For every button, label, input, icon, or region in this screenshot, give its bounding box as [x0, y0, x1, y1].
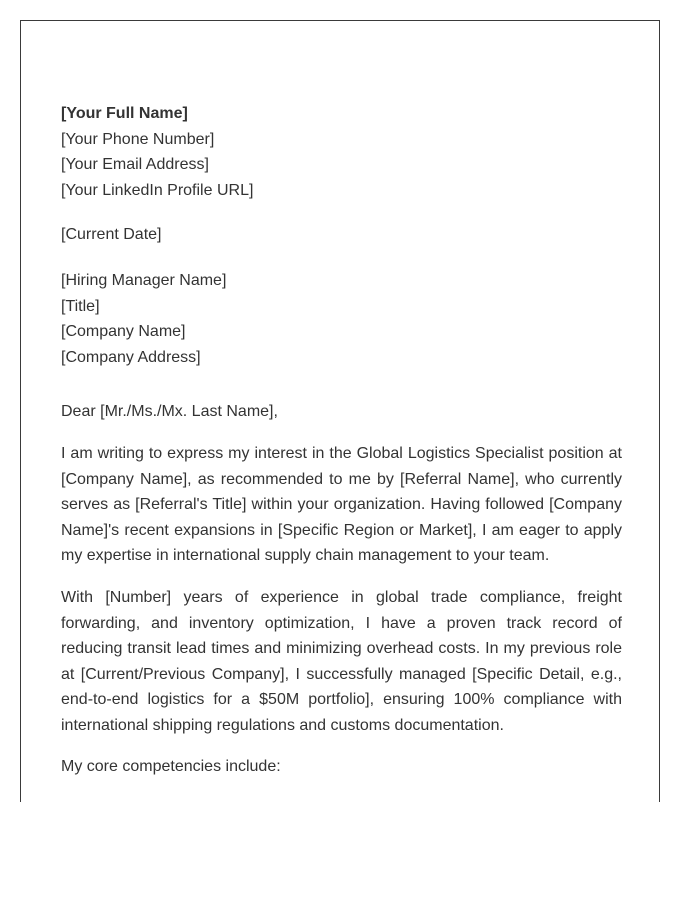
paragraph-intro: I am writing to express my interest in the Global Logistics Specialist position at [Company Name], as recommended to me by [Referral Name], who currently serves as [Referral's Title] within your organization. Having followed [Company Name]'s recent expansions in [Specific Region or Market], I am eager to apply my expertise in international supply chain management to your team.: [61, 444, 622, 565]
recipient-block: [61, 268, 622, 370]
salutation: Dear [Mr./Ms./Mx. Last Name],: [61, 403, 278, 421]
cover-letter-body: [61, 101, 622, 780]
sender-name: [Your Full Name]: [61, 105, 188, 122]
recipient-title: [Title]: [61, 297, 100, 315]
sender-block: [61, 101, 622, 203]
document-page: [20, 20, 660, 802]
recipient-name: [Hiring Manager Name]: [61, 271, 227, 289]
date-block: [61, 222, 622, 248]
paragraph-competencies: My core competencies include:: [61, 758, 281, 776]
recipient-address: [Company Address]: [61, 348, 201, 366]
letter-date: [Current Date]: [61, 226, 162, 244]
sender-phone: [Your Phone Number]: [61, 130, 215, 148]
sender-linkedin: [Your LinkedIn Profile URL]: [61, 181, 254, 199]
salutation-block: [61, 399, 622, 425]
recipient-company: [Company Name]: [61, 323, 186, 341]
sender-email: [Your Email Address]: [61, 156, 209, 174]
paragraph-experience: With [Number] years of experience in global trade compliance, freight forwarding, and inventory optimization, I have a proven track record of reducing transit lead times and minimizing overhead costs. In my previous role at [Current/Previous Company], I successfully managed [Specific Detail, e.g., end-to-end logistics for a $50M portfolio], ensuring 100% compliance with international shipping regulations and customs documentation.: [61, 588, 622, 734]
